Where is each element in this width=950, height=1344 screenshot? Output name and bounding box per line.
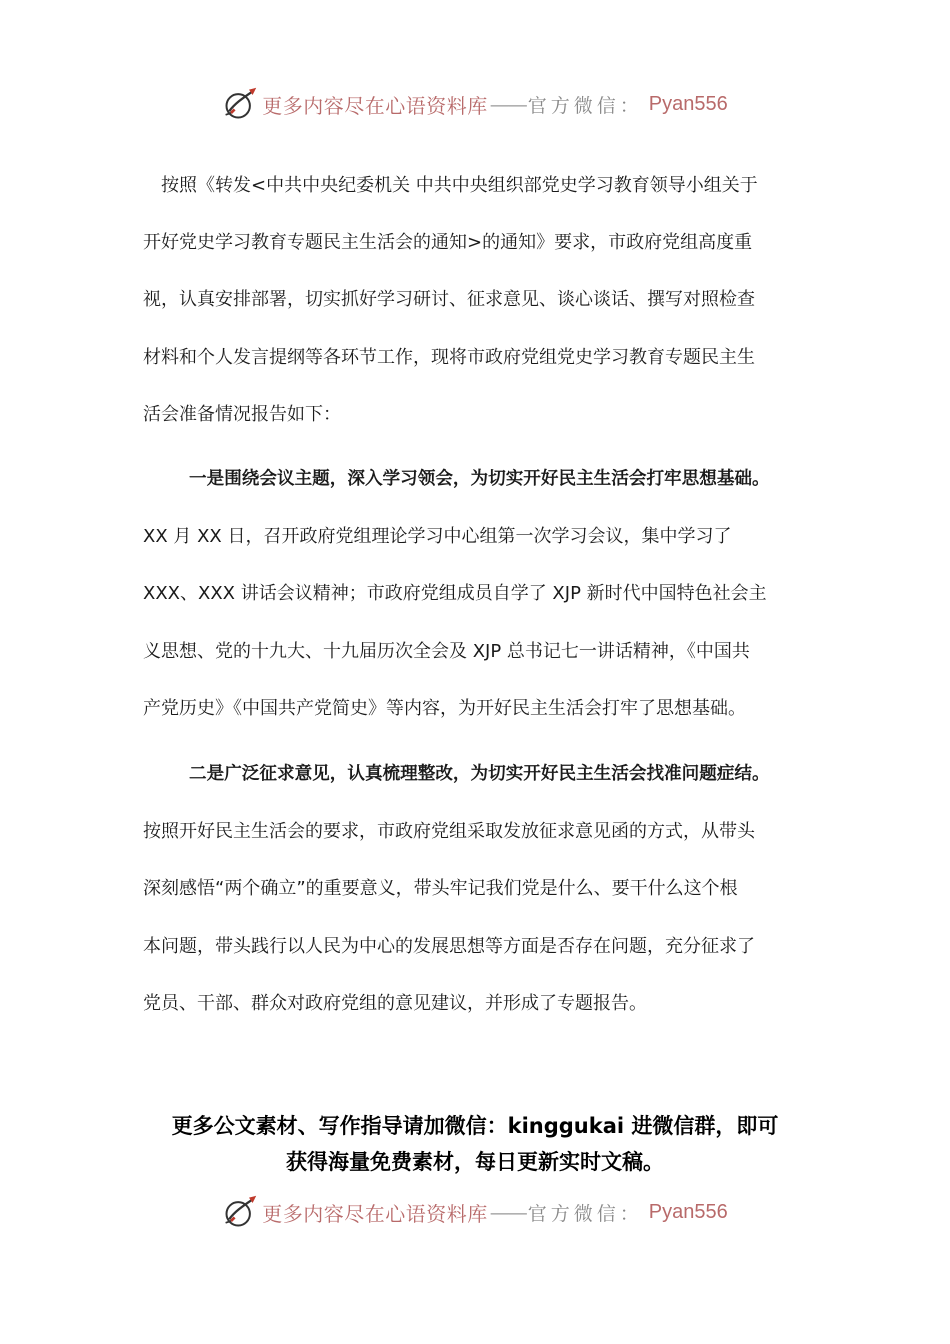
footer-note [0,1108,950,1180]
banner-wechat-id: Pyan556 [648,1200,728,1223]
banner-title: 更多内容尽在心语资料库 [262,1201,488,1226]
pen-logo-icon [222,86,258,122]
paragraph-line: XX 月 XX 日，召开政府党组理论学习中心组第一次学习会议，集中学习了 [143,526,732,548]
footer-note-line: 更多公文素材、写作指导请加微信：kinggukai 进微信群，即可 [171,1114,779,1138]
paragraph-line: XXX、XXX 讲话会议精神；市政府党组成员自学了 XJP 新时代中国特色社会主 [143,583,767,605]
pen-logo-icon [222,1194,258,1230]
footer-banner [0,1190,950,1234]
footer-note-line: 获得海量免费素材，每日更新实时文稿。 [286,1150,664,1174]
paragraph-line: 深刻感悟“两个确立”的重要意义，带头牢记我们党是什么、要干什么这个根 [143,878,738,900]
banner-wechat-label: 官方微信： [527,94,643,117]
paragraph-line: 义思想、党的十九大、十九届历次全会及 XJP 总书记七一讲话精神，《中国共 [143,640,750,662]
banner-title: 更多内容尽在心语资料库 [262,93,488,118]
paragraph-opinions [143,746,823,1032]
paragraph-line: 开好党史学习教育专题民主生活会的通知>的通知》要求，市政府党组高度重 [143,232,753,254]
paragraph-line: 视，认真安排部署，切实抓好学习研讨、征求意见、谈心谈话、撰写对照检查 [143,289,755,311]
section-heading: 一是围绕会议主题，深入学习领会，为切实开好民主生活会打牢思想基础。 [189,469,770,489]
banner-dash: —— [489,1200,526,1224]
paragraph-line: 按照开好民主生活会的要求，市政府党组采取发放征求意见函的方式，从带头 [143,821,755,843]
paragraph-line: 本问题，带头践行以人民为中心的发展思想等方面是否存在问题，充分征求了 [143,935,755,957]
paragraph-line: 党员、干部、群众对政府党组的意见建议，并形成了专题报告。 [143,992,647,1014]
paragraph-line: 材料和个人发言提纲等各环节工作，现将市政府党组党史学习教育专题民主生 [143,346,755,368]
paragraph-line: 产党历史》《中国共产党简史》等内容，为开好民主生活会打牢了思想基础。 [143,697,746,719]
paragraph-line: 活会准备情况报告如下： [143,403,341,425]
section-heading: 二是广泛征求意见，认真梳理整改，为切实开好民主生活会找准问题症结。 [189,764,770,784]
paragraph-study [143,451,823,737]
banner-wechat-label: 官方微信： [527,1202,643,1225]
banner-wechat-id: Pyan556 [648,92,728,115]
paragraph-line: 按照《转发<中共中央纪委机关 中共中央组织部党史学习教育领导小组关于 [161,175,758,196]
header-banner [0,82,950,126]
paragraph-intro [143,157,823,443]
banner-dash: —— [489,92,526,116]
